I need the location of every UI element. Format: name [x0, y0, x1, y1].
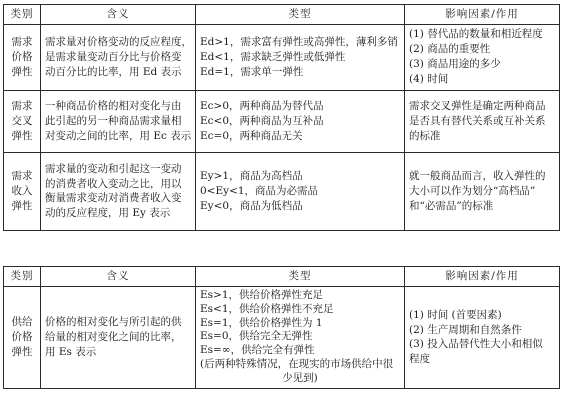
category-text: 需求 [11, 100, 33, 113]
category-text: 弹性 [11, 345, 33, 358]
factor-text: 就一般商品而言，收入弹性的 [409, 170, 546, 183]
type-text: Es>1，供给价格弹性充足 [200, 288, 324, 301]
category-text: 交叉 [11, 114, 33, 127]
meaning-text: 衡量需求变动对消费者收入变 [45, 192, 182, 205]
table-header-row [4, 5, 560, 25]
factor-cell [405, 152, 560, 230]
factor-text: 是否具有替代关系或互补关系 [409, 114, 546, 127]
meaning-text: 给量的相对变化之间的比率， [45, 330, 182, 343]
meaning-cell [41, 286, 196, 388]
category-text: 收入 [11, 184, 33, 197]
meaning-text: 的消费者收入变动之比，用以 [45, 177, 182, 190]
factor-cell [405, 286, 560, 388]
type-text: Es=1，供给价格弹性为 1 [200, 316, 323, 329]
factor-text: 和“必需品”的标准 [409, 199, 494, 212]
meaning-text: 动的反应程度，用 Ey 表示 [45, 207, 171, 220]
type-text: Ed<1，需求缺乏弹性或低弹性 [200, 50, 346, 63]
meaning-text: 需求量的变动和引起这一变动 [45, 162, 182, 175]
type-text: 少见到) [282, 372, 318, 385]
meaning-text: 一种商品价格的相对变化与由 [45, 100, 182, 113]
type-cell [196, 24, 405, 90]
factor-text: (3) 投入品替代性大小和相似 [409, 338, 543, 351]
meaning-text: 需求量对价格变动的反应程度， [45, 36, 192, 49]
demand-elasticity-table [3, 4, 560, 231]
type-cell [196, 90, 405, 152]
category-text: 需求 [11, 36, 33, 49]
meaning-text: 对变动之间的比率，用 Ec 表示 [45, 129, 192, 142]
meaning-text: 价格的相对变化与所引起的供 [45, 316, 182, 329]
category-text: 弹性 [11, 199, 33, 212]
factor-text: 的标准 [409, 129, 441, 142]
meaning-cell [41, 90, 196, 152]
type-text: Ey>1，商品为高档品 [200, 170, 303, 183]
factor-text: (1) 时间 (首要因素) [409, 308, 502, 321]
type-text: Ec=0，两种商品无关 [200, 129, 303, 142]
type-text: 0<Ey<1，商品为必需品 [200, 184, 319, 197]
factor-cell [405, 90, 560, 152]
header-category: 类别 [4, 267, 41, 287]
header-factor: 影响因素/作用 [405, 267, 560, 287]
category-text: 价格 [11, 50, 33, 63]
type-text: Ec<0，两种商品为互补品 [200, 114, 324, 127]
supply-elasticity-table [3, 266, 560, 389]
factor-text: 程度 [409, 353, 430, 366]
meaning-cell [41, 24, 196, 90]
type-text: Es=∞，供给完全有弹性 [200, 344, 315, 357]
type-text: Ed=1，需求单一弹性 [200, 65, 304, 78]
factor-text: (4) 时间 [409, 72, 449, 85]
category-text: 价格 [11, 330, 33, 343]
factor-text: 大小可以作为划分“高档品” [409, 184, 536, 197]
type-text: Ec>0，两种商品为替代品 [200, 100, 324, 113]
header-category: 类别 [4, 5, 41, 25]
category-cell [4, 24, 41, 90]
meaning-text: 此引起的另一种商品需求量相 [45, 114, 182, 127]
table-header-row [4, 267, 560, 287]
meaning-text: 动百分比的比率，用 Ed 表示 [45, 65, 182, 78]
header-meaning: 含义 [41, 267, 196, 287]
category-text: 需求 [11, 170, 33, 183]
meaning-cell [41, 152, 196, 230]
category-cell [4, 90, 41, 152]
header-meaning: 含义 [41, 5, 196, 25]
table-row [4, 24, 560, 90]
table-row [4, 90, 560, 152]
factor-text: (3) 商品用途的多少 [409, 57, 501, 70]
factor-text: (2) 生产周期和自然条件 [409, 323, 522, 336]
factor-cell [405, 24, 560, 90]
category-cell [4, 152, 41, 230]
header-factor: 影响因素/作用 [405, 5, 560, 25]
factor-text: 需求交叉弹性是确定两种商品 [409, 100, 546, 113]
meaning-text: 用 Es 表示 [45, 345, 97, 358]
type-text: Ed>1，需求富有弹性或高弹性，薄利多销 [200, 36, 398, 49]
type-text: Ey<0，商品为低档品 [200, 199, 303, 212]
category-cell [4, 286, 41, 388]
header-type: 类型 [196, 5, 405, 25]
type-text: Es=0，供给完全无弹性 [200, 330, 313, 343]
category-text: 供给 [11, 316, 33, 329]
header-type: 类型 [196, 267, 405, 287]
factor-text: (1) 替代品的数量和相近程度 [409, 27, 543, 40]
type-cell [196, 286, 405, 388]
type-text: (后两种特殊情况，在现实的市场供给中很 [200, 358, 394, 371]
category-text: 弹性 [11, 65, 33, 78]
table-row [4, 152, 560, 230]
table-row [4, 286, 560, 388]
type-cell [196, 152, 405, 230]
category-text: 弹性 [11, 129, 33, 142]
factor-text: (2) 商品的重要性 [409, 42, 491, 55]
type-text: Es<1，供给价格弹性不充足 [200, 302, 334, 315]
meaning-text: 是需求量变动百分比与价格变 [45, 50, 182, 63]
